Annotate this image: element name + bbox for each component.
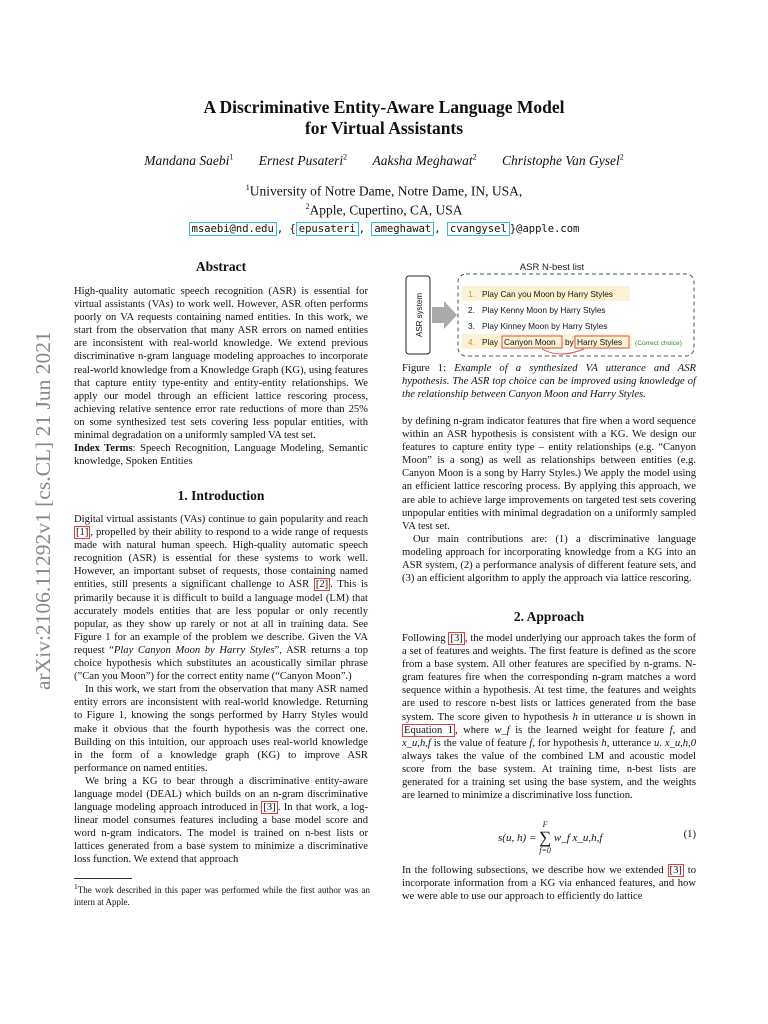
author-list — [0, 152, 768, 169]
affiliation: $^2$Apple, Cupertino, CA, USA — [305, 202, 463, 218]
entity-song: Canyon Moon — [504, 337, 556, 347]
paragraph: Our main contributions are: (1) a discriminative language modeling approach for incorporating knowledge from a KG into an ASR system, (2) a performance analysis of different feature sets, and (3) an efficient algorithm to apply the approach via lattice rescoring. — [402, 533, 696, 585]
hypothesis-number: 4. — [468, 337, 475, 347]
footnote: $^1$The work described in this paper was performed while the first author was an intern at Apple. — [74, 882, 370, 907]
email-link[interactable]: ameghawat — [371, 222, 434, 236]
title-line-1: A Discriminative Entity-Aware Language Model — [203, 97, 565, 117]
figure-caption: Figure 1: Example of a synthesized VA utterance and ASR hypothesis. The ASR top choice can be improved using knowledge of the relationship between Canyon Moon and Harry Styles. — [402, 363, 696, 401]
hypothesis-text: Play — [482, 337, 499, 347]
hypothesis-text: Play Can you Moon by Harry Styles — [482, 289, 613, 299]
approach-body — [402, 632, 696, 802]
paragraph: In this work, we start from the observation that many ASR named entity errors are inconsistent with real-world knowledge. Returning to Figure 1, knowing the songs performed by Harry Styles would make it obvious that the fourth hypothesis was the correct one. Building on this intuition, our approach uses real-world knowledge in the form of a knowledge graph (KG) to improve ASR performance on named entities. — [74, 684, 368, 774]
citation-link[interactable]: [3] — [669, 865, 682, 876]
equation-link[interactable]: Equation 1 — [404, 724, 453, 736]
index-terms: Index Terms: Speech Recognition, Language Modeling, Semantic knowledge, Spoken Entities — [74, 443, 368, 468]
hypothesis-number: 2. — [468, 305, 475, 315]
abstract-heading: Abstract — [195, 259, 247, 274]
email-link[interactable]: cvangysel — [447, 222, 510, 236]
author: Mandana Saebi$^1$ — [144, 152, 234, 168]
section-heading-approach: 2. Approach — [513, 609, 585, 624]
paragraph: by defining n-gram indicator features that fire when a word sequence within an ASR hypothesis is consistent with a KG. We design our features to capture entity type – entity relationships (e.g. “Canyon Moon” is a song) as well as relationships between entities (e.g. Canyon Moon is a song by Harry Styles.) We apply the model using an efficient lattice rescoring process. By applying this approach, we are able to achieve large improvements on targeted test sets covering unpopular entities with minimal degradation on a uniformly sampled VA test set. — [402, 416, 696, 532]
paragraph: Digital virtual assistants (VAs) continue to gain popularity and reach [1] , propelled by their ability to respond to a wide range of requests made with natural human speech. High-quality automatic speech recognition (ASR) is essential for these systems to work well. However, an important subset of requests, those containing named entities, still presents a significant challenge to ASR [2] . This is primarily because it is difficult to build a language model (LM) that accurately models entities that are less popular or only recently popular, as they show up rarely or not at all in training data. See Figure 1 for an example of the problem we describe. Given the VA request “Play Canyon Moon by Harry Styles”, ASR returns a top choice hypothesis which substitutes an acoustically similar phrase (”Can you Moon”) for the correct entity name (“Canyon Moon”.) — [74, 514, 369, 683]
relationship-arrow-icon — [542, 349, 584, 354]
author: Christophe Van Gysel$^2$ — [502, 152, 624, 168]
hypothesis-text: Play Kinney Moon by Harry Styles — [482, 321, 608, 331]
paragraph: We bring a KG to bear through a discriminative entity-aware language model (DEAL) which builds on an n-gram discriminative language modeling approach introduced in [3] . In that work, a log-linear model consumes features including a base model score and word n-gram indicators. The model is trained on n-best lists or lattices generated from a base system to minimize a discriminative loss function. We extend that approach — [74, 775, 368, 866]
arrow-icon — [432, 301, 457, 329]
figure-1 — [402, 260, 696, 360]
figure-diagram — [402, 260, 696, 360]
hypothesis-number: 1. — [468, 289, 475, 299]
equation-number: (1) — [683, 829, 696, 840]
email-link[interactable]: msaebi@nd.edu — [189, 222, 277, 236]
hypothesis-text: by — [565, 337, 574, 347]
hypothesis-text: Play Kenny Moon by Harry Styles — [482, 305, 606, 315]
footnote-rule — [74, 878, 132, 879]
arxiv-identifier — [10, 320, 62, 700]
citation-link[interactable]: [1] — [76, 527, 89, 539]
citation-link[interactable]: [3] — [450, 633, 463, 644]
section-heading-introduction: 1. Introduction — [177, 488, 265, 503]
paragraph: Following [3] , the model underlying our approach takes the form of a set of features and weights. The first feature is defined as the score from a base system. All other features are specified by n-grams. N-gram features fire when the corresponding n-gram matches a word sequence within a hypothesis. At test time, the features and weights are used to rescore n-best lists or lattices generated from the base system. The score given to hypothesis h in utterance u is shown in Equation 1 , where w_f is the learned weight for feature f, and x_u,h,f is the value of feature f, for hypothesis h, utterance u. x_u,h,0 always takes the value of the combined LM and acoustic model score from the base system. At training time, n-best lists are generated for a training set using the base system, and the weights are learned to minimize a discriminative loss function. — [402, 633, 697, 802]
affiliation: $^1$University of Notre Dame, Notre Dame, IN, USA, — [245, 183, 523, 199]
arxiv-id-text: arXiv:2106.11292v1 [cs.CL] 21 Jun 2021 — [31, 331, 55, 690]
introduction-continued — [402, 415, 696, 585]
correct-choice-label: (Correct choice) — [635, 340, 682, 347]
abstract-body: High-quality automatic speech recognition (ASR) is essential for virtual assistants (VAs) to work well. However, ASR often performs poorly on VA requests containing named entities. In this work, we start from the observation that many ASR errors on named entities are inconsistent with real-world knowledge. We extend previous discriminative n-gram language modeling approaches to incorporate real-world knowledge from a Knowledge Graph (KG), using features that capture entity type-entity and entity-entity relationships. We apply our model through an efficient lattice rescoring process, achieving relative sentence error rate reductions of more than 25% on some synthesized test sets covering less popular entities, with minimal degradation on a uniformly sampled VA test set. Index Terms: Speech Recognition, Language Modeling, Semantic knowledge, Spoken Entities — [74, 286, 368, 468]
approach-body-continued — [402, 864, 696, 903]
title-line-2: for Virtual Assistants — [304, 118, 464, 138]
nbest-title: ASR N-best list — [519, 262, 585, 273]
author: Aaksha Meghawat$^2$ — [372, 152, 477, 168]
introduction-body — [74, 513, 368, 867]
email-line: msaebi@nd.edu , { epusateri , ameghawat , cvangysel }@apple.com — [0, 223, 768, 235]
equation-1: s(u, h) = F ∑ f=0 w_f x_u,h,f (1) — [498, 820, 696, 855]
citation-link[interactable]: [3] — [263, 802, 276, 814]
summation-icon: F ∑ f=0 — [539, 820, 552, 855]
author: Ernest Pusateri$^2$ — [258, 152, 348, 168]
citation-link[interactable]: [2] — [315, 579, 329, 591]
entity-artist: Harry Styles — [577, 337, 623, 347]
asr-system-label: ASR system — [415, 292, 424, 338]
email-link[interactable]: epusateri — [296, 222, 359, 236]
hypothesis-number: 3. — [468, 321, 475, 331]
paragraph: In the following subsections, we describe how we extended [3] to incorporate information from a KG via enhanced features, and how we were able to use our approach to efficiently do lattice — [402, 865, 696, 903]
paper-title — [0, 97, 768, 139]
